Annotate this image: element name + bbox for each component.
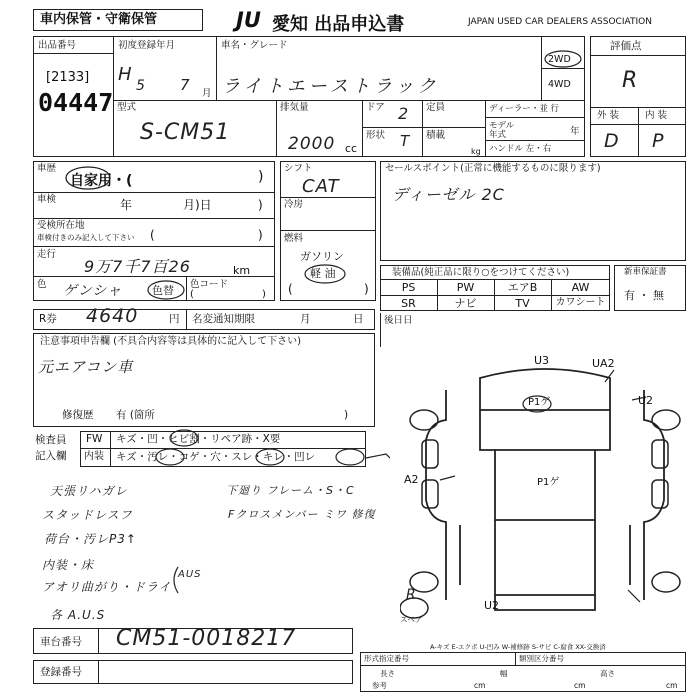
equip-ps: PS — [401, 281, 416, 294]
shape-value: T — [400, 132, 411, 150]
cert-type-label: 形式指定番号 — [364, 654, 409, 663]
interior-value: P — [652, 130, 665, 152]
chassis-label: 車台番号 — [40, 636, 82, 648]
mileage-label: 走行 — [37, 249, 57, 260]
door-value: 2 — [398, 104, 410, 123]
fuel-diesel-circle — [303, 263, 347, 285]
type-value: S-CM51 — [140, 120, 231, 145]
lot-number-label: 出品番号 — [38, 40, 77, 51]
inspector-interior-items: キズ・汚レ・コゲ・穴・スレ・キレ・凹レ — [116, 451, 316, 463]
inspector-interior: 内装 — [84, 451, 104, 462]
registration-label: 初度登録年月 — [118, 40, 176, 51]
handwritten-note-6: 各 A.U.S — [50, 608, 106, 622]
inspector-label-1: 検査員 — [35, 434, 67, 446]
sales-point-label: セールスポイント(正常に機能するものに限ります) — [385, 163, 601, 174]
type-label: 型式 — [117, 102, 137, 113]
repair-label: 修復歴 — [62, 409, 94, 421]
equip-leather: カワシート — [555, 297, 606, 308]
drive-4wd: 4WD — [548, 79, 571, 90]
interior-label: 内 装 — [645, 110, 668, 121]
notes-label: 注意事項申告欄 (不具合内容等は具体的に記入して下さい) — [40, 336, 301, 347]
color-change: 色替 — [152, 284, 174, 297]
handwritten-note-5: アオリ曲がり・ドライ — [42, 580, 172, 594]
load-label: 積載 — [426, 130, 446, 141]
warranty-label: 新車保証書 — [624, 267, 667, 277]
receiving-label: 受検所在地 — [37, 220, 85, 231]
shift-value: CAT — [302, 176, 340, 197]
exterior-value: D — [604, 130, 620, 152]
form-title: 愛知 出品申込書 — [272, 14, 405, 35]
equip-navi: ナビ — [454, 297, 477, 310]
equip-airbag: エアB — [507, 281, 538, 294]
damage-legend: A-キズ E-エクボ U-凹み W-補修跡 S-サビ C-腐食 XX-交換済 — [430, 643, 606, 651]
warranty-value: 有 ・ 無 — [624, 289, 664, 302]
spare-mark: R — [406, 587, 417, 603]
registration-year: 5 — [136, 78, 146, 94]
history-value: 自家用・( — [70, 173, 133, 189]
shape-label: 形状 — [366, 130, 386, 141]
history-label: 車歴 — [37, 163, 57, 174]
notes-value: 元エアコン車 — [38, 358, 134, 376]
exterior-label: 外 装 — [597, 110, 620, 121]
recycle-value: 4640 — [86, 305, 139, 327]
inspector-fw-items: キズ・凹・ヒビ割・リペア跡・X要 — [116, 433, 281, 445]
equip-tv: TV — [515, 297, 530, 310]
sales-point-value: ディーゼル 2C — [392, 185, 505, 204]
later-date-block — [380, 313, 686, 347]
color-change-circle — [146, 279, 186, 301]
displacement-label: 排気量 — [280, 102, 309, 113]
diagram-mark-a2: A2 — [404, 473, 419, 486]
color-code-label: 色コード — [190, 279, 229, 290]
score-value: R — [622, 68, 639, 93]
diagram-mark-u2-right: U2 — [638, 394, 654, 407]
dealer-label: ディーラー・並 行 — [489, 104, 560, 114]
equipment-label: 装備品(純正品に限り○をつけてください) — [392, 267, 570, 278]
reg-number-label: 登録番号 — [40, 666, 82, 678]
diagram-mark-p1-bed: P1ゲ — [537, 477, 560, 488]
diagram-mark-p1-cab: P1ゲ — [528, 397, 551, 408]
inspector-label-2: 記入欄 — [35, 450, 67, 462]
receiving-note: 車検付きのみ記入して下さい — [37, 233, 135, 242]
shift-label: シフト — [284, 163, 313, 174]
private-use-circle — [64, 165, 112, 191]
handwritten-note-2: スタッドレスフ — [42, 508, 133, 522]
spare-label: スペア — [400, 615, 423, 624]
fuel-label: 燃料 — [284, 233, 304, 244]
diagram-mark-u2-rear: U2 — [484, 599, 500, 612]
equip-aw: AW — [571, 281, 590, 294]
model-name-label: 車名・グレード — [221, 40, 288, 51]
registration-month: 7 — [180, 76, 191, 94]
recycle-label: R券 — [39, 313, 57, 325]
sales-point-block — [380, 161, 686, 261]
inspector-fw: FW — [86, 433, 103, 445]
handwritten-bracket — [168, 565, 182, 595]
capacity-label: 定員 — [426, 102, 446, 113]
cert-ref-label: 参考 — [372, 681, 387, 690]
cert-height-label: 高さ — [600, 669, 615, 678]
later-date-label: 後日日 — [384, 315, 413, 326]
handwritten-right-2: Fクロスメンバー ミワ 修復 — [228, 508, 376, 521]
displacement-value: 2000 — [288, 134, 336, 154]
color-label: 色 — [37, 279, 47, 290]
fuel-diesel: 軽 油 — [310, 267, 336, 280]
diagram-mark-ua2: UA2 — [592, 357, 615, 370]
association-name: JAPAN USED CAR DEALERS ASSOCIATION — [468, 17, 652, 27]
handle-label: ハンドル 左・右 — [489, 144, 552, 154]
car-diagram — [400, 350, 690, 630]
equip-sr: SR — [401, 297, 416, 310]
repair-value: 有 (箇所 — [116, 409, 155, 421]
chassis-value: CM51-0018217 — [116, 626, 297, 651]
cert-width-label: 幅 — [500, 669, 508, 678]
inspector-marks — [150, 428, 390, 470]
drive-2wd-circle — [543, 49, 583, 69]
lot-sub-number: [2133] — [46, 70, 90, 85]
inspection-label: 車検 — [37, 194, 57, 205]
mileage-value: 9万7千7百26 — [84, 257, 191, 276]
model-name: ライトエーストラック — [222, 76, 440, 97]
model-year-label: モデル 年式 — [489, 121, 515, 140]
registration-era: H — [118, 64, 133, 85]
drive-2wd: 2WD — [548, 54, 571, 65]
cert-length-label: 長さ — [380, 669, 395, 678]
handwritten-note-3: 荷台・汚レP3↑ — [44, 532, 137, 546]
handwritten-note-4: 内装・床 — [42, 558, 95, 572]
color-value: ゲンシャ — [63, 283, 123, 299]
storage-tag-text: 車内保管・守衛保管 — [40, 12, 158, 27]
equip-pw: PW — [456, 281, 475, 294]
door-label: ドア — [366, 102, 385, 113]
notice-label: 名変通知期限 — [192, 313, 255, 325]
diagram-mark-u3: U3 — [534, 354, 550, 367]
handwritten-note-1: 天張リハガレ — [50, 484, 128, 498]
lot-number: 04447 — [38, 88, 114, 117]
cert-class-label: 類別区分番号 — [519, 654, 564, 663]
fuel-gasoline: ガソリン — [300, 250, 344, 263]
handwritten-right-3: AUS — [178, 569, 202, 580]
score-label: 評価点 — [610, 40, 642, 52]
ju-logo: JU — [236, 8, 261, 32]
handwritten-right-1: 下廻り フレーム・S・C — [226, 484, 355, 497]
cooling-label: 冷房 — [284, 199, 304, 210]
